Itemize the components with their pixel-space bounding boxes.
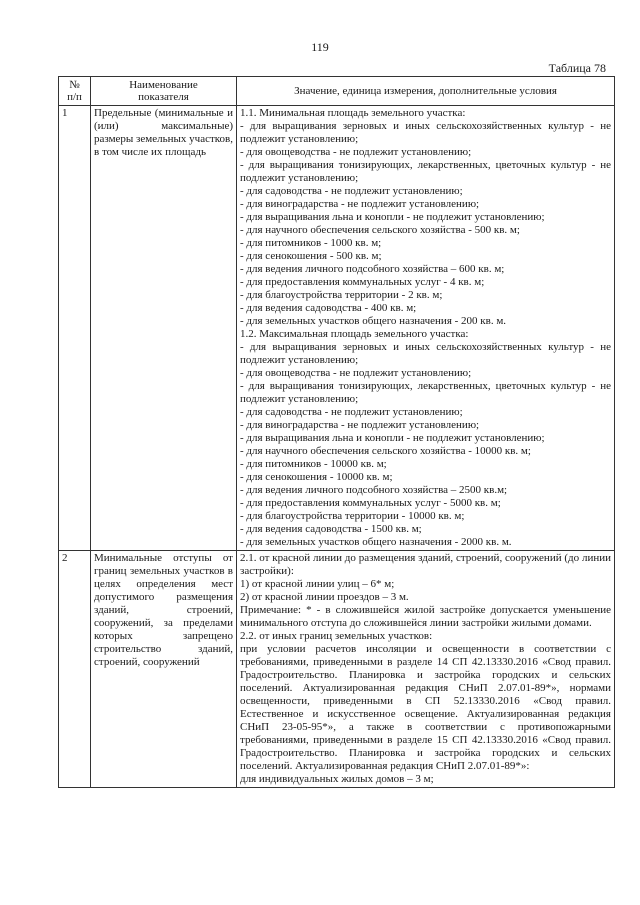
value-line: - для земельных участков общего назначения - 2000 кв. м. bbox=[240, 536, 512, 548]
value-line: - для выращивания тонизирующих, лекарственных, цветочных культур - не подлежит установлению; bbox=[240, 380, 611, 405]
value-line: - для виноградарства - не подлежит установлению; bbox=[240, 419, 480, 431]
header-num-line: п/п bbox=[67, 91, 82, 103]
indicator-name: Минимальные отступы от границ земельных участков в целях определения мест допустимого размещения зданий, строений, сооружений, за пределами которых запрещено строительство зданий, строений, сооружений bbox=[91, 551, 237, 788]
value-line: - для ведения садоводства - 1500 кв. м; bbox=[240, 523, 422, 535]
value-line: Примечание: * - в сложившейся жилой застройке допускается уменьшение минимального отступа до сложившейся линии застройки жилыми домами. bbox=[240, 604, 611, 629]
value-line: - для научного обеспечения сельского хозяйства - 10000 кв. м; bbox=[240, 445, 531, 457]
value-line: - для предоставления коммунальных услуг - 5000 кв. м; bbox=[240, 497, 501, 509]
value-line: 1.1. Минимальная площадь земельного участка: bbox=[240, 107, 466, 119]
header-num bbox=[59, 77, 91, 106]
value-line: - для предоставления коммунальных услуг - 4 кв. м; bbox=[240, 276, 485, 288]
indicator-value bbox=[237, 551, 615, 788]
value-line: - для научного обеспечения сельского хозяйства - 500 кв. м; bbox=[240, 224, 520, 236]
value-line: - для ведения личного подсобного хозяйства – 2500 кв.м; bbox=[240, 484, 508, 496]
value-line: - для благоустройства территории - 10000 кв. м; bbox=[240, 510, 465, 522]
value-line: - для сенокошения - 10000 кв. м; bbox=[240, 471, 393, 483]
value-line: 2.2. от иных границ земельных участков: bbox=[240, 630, 433, 642]
value-line: - для овощеводства - не подлежит установлению; bbox=[240, 146, 472, 158]
header-name bbox=[91, 77, 237, 106]
value-line: - для выращивания зерновых и иных сельскохозяйственных культур - не подлежит установлению; bbox=[240, 120, 611, 145]
value-line: - для питомников - 10000 кв. м; bbox=[240, 458, 387, 470]
value-line: - для выращивания тонизирующих, лекарственных, цветочных культур - не подлежит установлению; bbox=[240, 159, 611, 184]
header-name-line: Наименование bbox=[129, 79, 198, 91]
value-line: - для выращивания зерновых и иных сельскохозяйственных культур - не подлежит установлению; bbox=[240, 341, 611, 366]
value-line: - для сенокошения - 500 кв. м; bbox=[240, 250, 382, 262]
value-line: - для земельных участков общего назначения - 200 кв. м. bbox=[240, 315, 507, 327]
value-line: - для садоводства - не подлежит установлению; bbox=[240, 185, 463, 197]
table-header-row bbox=[59, 77, 615, 106]
value-line: 1) от красной линии улиц – 6* м; bbox=[240, 578, 395, 590]
value-line: - для выращивания льна и конопли - не подлежит установлению; bbox=[240, 211, 545, 223]
table-row bbox=[59, 106, 615, 551]
header-name-line: показателя bbox=[138, 91, 189, 103]
value-line: - для питомников - 1000 кв. м; bbox=[240, 237, 382, 249]
value-line: - для овощеводства - не подлежит установлению; bbox=[240, 367, 472, 379]
page-number: 119 bbox=[311, 40, 329, 54]
regulations-table bbox=[58, 76, 615, 788]
value-line: - для ведения садоводства - 400 кв. м; bbox=[240, 302, 417, 314]
value-line: 1.2. Максимальная площадь земельного участка: bbox=[240, 328, 469, 340]
value-line: - для благоустройства территории - 2 кв. м; bbox=[240, 289, 443, 301]
value-line: - для ведения личного подсобного хозяйства – 600 кв. м; bbox=[240, 263, 505, 275]
table-row bbox=[59, 551, 615, 788]
value-line: - для виноградарства - не подлежит установлению; bbox=[240, 198, 480, 210]
value-line: - для садоводства - не подлежит установлению; bbox=[240, 406, 463, 418]
table-caption: Таблица 78 bbox=[548, 61, 606, 75]
header-num-line: № bbox=[69, 79, 80, 91]
row-number: 2 bbox=[59, 551, 91, 788]
value-line: при условии расчетов инсоляции и освещенности в соответствии с требованиями, приведенными в разделе 14 СП 42.13330.2016 «Свод правил. Градостроительство. Планировка и застройка городских и сельских поселений. Актуализированная редакция СНиП 2.07.01-89*», нормами освещенности, приведенными в СП 52.13330.2016 «Свод правил. Естественное и искусственное освещение. Актуализированная редакция СНиП 23-05-95*», а также в соответствии с противопожарными требованиями, приведенными в разделе 15 СП 42.13330.2016 «Свод правил. Градостроительство. Планировка и застройка городских и сельских поселений. Актуализированная редакция СНиП 2.07.01-89*»: bbox=[240, 643, 611, 772]
row-number: 1 bbox=[59, 106, 91, 551]
indicator-name: Предельные (минимальные и (или) максимальные) размеры земельных участков, в том числе их площадь bbox=[91, 106, 237, 551]
header-value: Значение, единица измерения, дополнительные условия bbox=[237, 77, 615, 106]
value-line: 2.1. от красной линии до размещения зданий, строений, сооружений (до линии застройки): bbox=[240, 552, 611, 577]
indicator-value bbox=[237, 106, 615, 551]
value-line: - для выращивания льна и конопли - не подлежит установлению; bbox=[240, 432, 545, 444]
value-line: 2) от красной линии проездов – 3 м. bbox=[240, 591, 409, 603]
value-line: для индивидуальных жилых домов – 3 м; bbox=[240, 773, 434, 785]
